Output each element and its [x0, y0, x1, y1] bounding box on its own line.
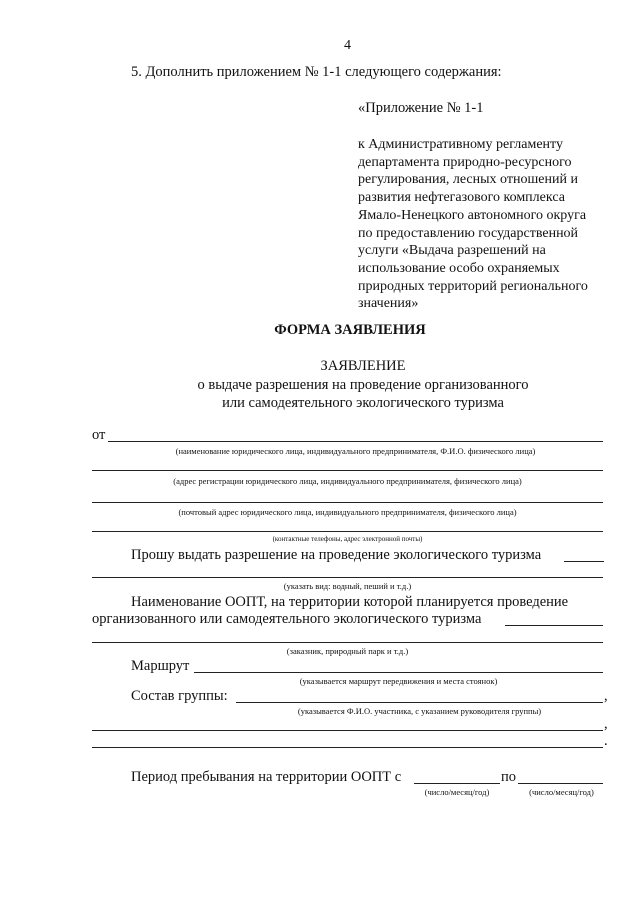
form-heading: ФОРМА ЗАЯВЛЕНИЯ — [274, 322, 426, 338]
route-field[interactable] — [194, 672, 603, 673]
hint-contacts: (контактные телефоны, адрес электронной почты) — [272, 535, 423, 543]
group-period: . — [604, 733, 608, 749]
hint-group: (указывается Ф.И.О. участника, с указанием руководителя группы) — [297, 706, 542, 716]
group-comma-2: , — [604, 716, 608, 732]
appendix-line: услуги «Выдача разрешений на — [358, 243, 546, 259]
group-field[interactable] — [236, 702, 603, 703]
statement-subtitle: о выдаче разрешения на проведение организованного — [197, 377, 529, 393]
hint-applicant-name: (наименование юридического лица, индивидуального предпринимателя, Ф.И.О. физического лица) — [175, 446, 536, 456]
tourism-kind-field-short[interactable] — [564, 561, 604, 562]
appendix-line: природных территорий регионального — [358, 278, 588, 294]
hint-date-from: (число/месяц/год) — [424, 787, 490, 797]
intro-text: 5. Дополнить приложением № 1-1 следующего содержания: — [131, 64, 502, 80]
appendix-line: значения» — [358, 296, 419, 312]
applicant-name-field[interactable] — [108, 441, 603, 442]
date-to-field[interactable] — [518, 783, 603, 784]
route-label: Маршрут — [131, 658, 190, 674]
appendix-line: использование особо охраняемых — [358, 260, 560, 276]
hint-registration-address: (адрес регистрации юридического лица, индивидуального предпринимателя, физического лица) — [173, 476, 522, 486]
appendix-line: к Административному регламенту — [358, 137, 563, 152]
statement-subtitle: или самодеятельного экологического туризма — [222, 395, 504, 411]
tourism-kind-field[interactable] — [92, 577, 603, 578]
date-from-field[interactable] — [414, 783, 500, 784]
registration-address-field[interactable] — [92, 470, 603, 471]
oopt-text-line1: Наименование ООПТ, на территории которой планируется проведение — [131, 594, 569, 610]
request-text: Прошу выдать разрешение на проведение экологического туризма — [131, 547, 542, 563]
contacts-field[interactable] — [92, 531, 603, 532]
page-number: 4 — [344, 38, 351, 53]
group-field-extra-1[interactable] — [92, 730, 603, 731]
appendix-line: Ямало-Ненецкого автономного округа — [358, 207, 587, 223]
hint-date-to: (число/месяц/год) — [529, 787, 594, 797]
appendix-line: развития нефтегазового комплекса — [358, 190, 565, 206]
hint-postal-address: (почтовый адрес юридического лица, индивидуального предпринимателя, физического лица) — [178, 507, 517, 517]
statement-title: ЗАЯВЛЕНИЕ — [320, 358, 406, 374]
appendix-title: «Приложение № 1-1 — [358, 100, 484, 116]
postal-address-field[interactable] — [92, 502, 603, 503]
appendix-line: по предоставлению государственной — [358, 225, 579, 241]
appendix-line: департамента природно-ресурсного — [358, 154, 572, 170]
group-label: Состав группы: — [131, 688, 228, 704]
hint-oopt: (заказник, природный парк и т.д.) — [286, 646, 409, 656]
period-to-label: по — [501, 769, 517, 785]
appendix-description — [358, 136, 628, 313]
appendix-line: регулирования, лесных отношений и — [358, 172, 578, 188]
group-comma: , — [604, 688, 608, 704]
group-field-extra-2[interactable] — [92, 747, 603, 748]
period-label: Период пребывания на территории ООПТ с — [131, 769, 402, 785]
from-label: от — [92, 427, 106, 443]
hint-route: (указывается маршрут передвижения и места стоянок) — [299, 676, 498, 686]
oopt-text-line2: организованного или самодеятельного экологического туризма — [92, 611, 482, 627]
oopt-name-field[interactable] — [92, 642, 603, 643]
oopt-name-field-short[interactable] — [505, 625, 603, 626]
hint-tourism-kind: (указать вид: водный, пеший и т.д.) — [283, 581, 412, 591]
